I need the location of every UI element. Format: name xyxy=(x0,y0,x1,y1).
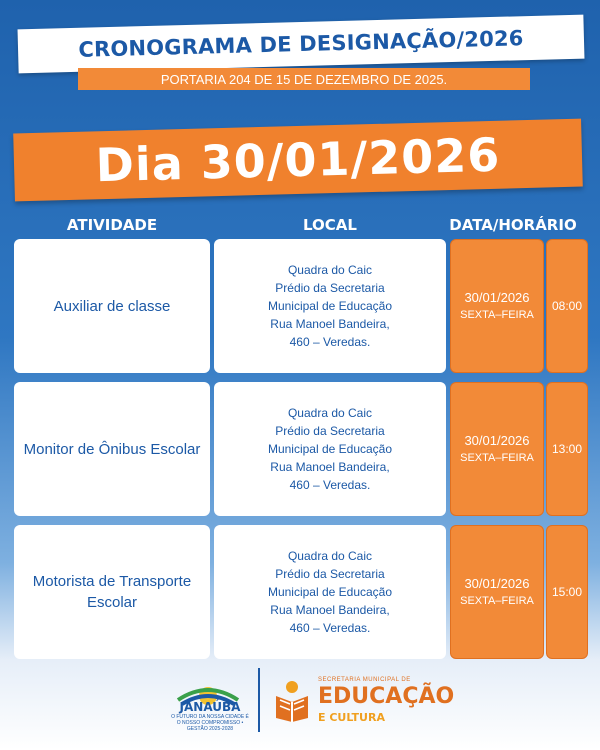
activity-cell xyxy=(14,239,210,373)
location-cell xyxy=(214,382,446,516)
janauba-tagline: O FUTURO DA NOSSA CIDADE É O NOSSO COMPROMISSO • GESTÃO 2025-2028 xyxy=(171,714,249,732)
activity-label: Monitor de Ônibus Escolar xyxy=(23,440,201,458)
column-header-data-horario: DATA/HORÁRIO xyxy=(449,216,577,234)
column-header-local: LOCAL xyxy=(303,216,357,234)
weekday-text: SEXTA–FEIRA xyxy=(460,309,534,321)
time-cell xyxy=(546,239,588,373)
location-cell xyxy=(214,525,446,659)
page-title: CRONOGRAMA DE DESIGNAÇÃO/2026 xyxy=(78,26,524,62)
date-cell xyxy=(450,239,544,373)
location-text: Quadra do Caic Prédio da Secretaria Municipal de Educação Rua Manoel Bandeira, 460 – Veredas. xyxy=(267,406,393,492)
weekday-text: SEXTA–FEIRA xyxy=(460,595,534,607)
secretaria-main-text: EDUCAÇÃO xyxy=(318,684,455,709)
janauba-name: JANAÚBA xyxy=(179,700,241,714)
schedule-row xyxy=(0,239,600,373)
date-cell xyxy=(450,525,544,659)
location-cell xyxy=(214,239,446,373)
time-text: 08:00 xyxy=(551,299,583,313)
date-cell xyxy=(450,382,544,516)
footer-divider xyxy=(258,668,260,732)
time-text: 15:00 xyxy=(551,585,583,599)
schedule-row xyxy=(0,382,600,516)
activity-cell xyxy=(14,382,210,516)
secretaria-sub-text: E CULTURA xyxy=(318,711,385,724)
title-banner xyxy=(18,15,585,74)
location-text: Quadra do Caic Prédio da Secretaria Municipal de Educação Rua Manoel Bandeira, 460 – Veredas. xyxy=(267,263,393,349)
activity-label: Motorista de Transporte Escolar xyxy=(32,573,192,611)
date-text: 30/01/2026 xyxy=(464,576,530,591)
portaria-text: PORTARIA 204 DE 15 DE DEZEMBRO DE 2025. xyxy=(160,71,448,87)
location-text: Quadra do Caic Prédio da Secretaria Municipal de Educação Rua Manoel Bandeira, 460 – Veredas. xyxy=(267,549,393,635)
time-cell xyxy=(546,382,588,516)
activity-cell xyxy=(14,525,210,659)
date-banner xyxy=(13,119,583,202)
secretaria-small-text: SECRETARIA MUNICIPAL DE xyxy=(318,677,411,683)
date-text: 30/01/2026 xyxy=(464,433,530,448)
schedule-row xyxy=(0,525,600,659)
time-text: 13:00 xyxy=(551,442,583,456)
activity-label: Auxiliar de classe xyxy=(53,297,171,315)
column-header-atividade: ATIVIDADE xyxy=(66,216,158,234)
time-cell xyxy=(546,525,588,659)
weekday-text: SEXTA–FEIRA xyxy=(460,452,534,464)
date-text: 30/01/2026 xyxy=(464,290,530,305)
education-book-icon xyxy=(272,678,312,722)
date-banner-text: Dia 30/01/2026 xyxy=(95,127,501,193)
portaria-banner xyxy=(78,68,530,90)
